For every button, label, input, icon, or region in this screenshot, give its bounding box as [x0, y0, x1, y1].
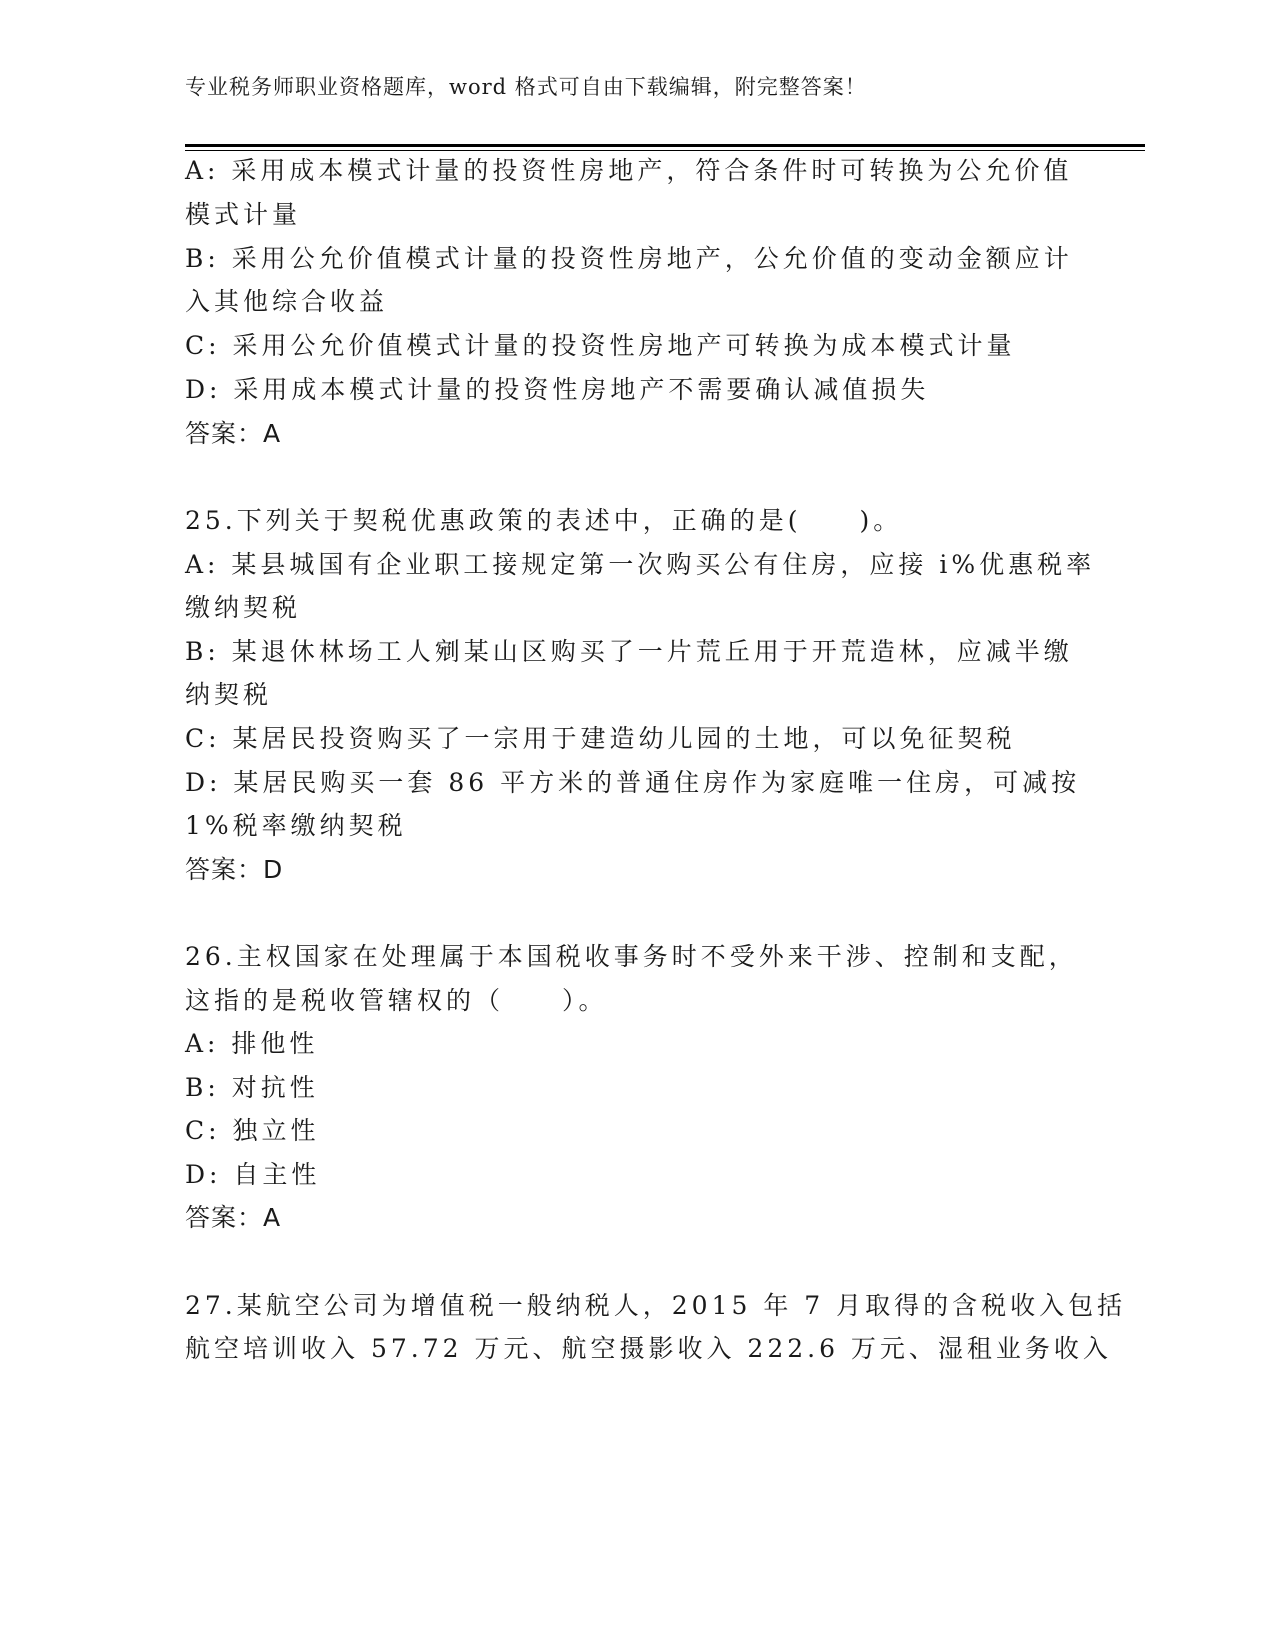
- q25-option-d-line2: 1%税率缴纳契税: [185, 811, 407, 840]
- q26-option-d: D: 自主性: [185, 1160, 321, 1189]
- q26-option-c: C: 独立性: [185, 1116, 320, 1145]
- q27-stem-line1: 27.某航空公司为增值税一般纳税人，2015 年 7 月取得的含税收入包括: [185, 1291, 1127, 1320]
- q26-stem-line1: 26.主权国家在处理属于本国税收事务时不受外来干涉、控制和支配，: [185, 942, 1078, 971]
- q27-stem-line2: 航空培训收入 57.72 万元、航空摄影收入 222.6 万元、湿租业务收入: [185, 1334, 1112, 1363]
- q25-stem: 25.下列关于契税优惠政策的表述中，正确的是( )。: [185, 506, 903, 535]
- q25-option-c: C: 某居民投资购买了一宗用于建造幼儿园的土地，可以免征契税: [185, 724, 1016, 753]
- header-rule-thin: [185, 150, 1145, 151]
- header-rule-thick: [185, 144, 1145, 147]
- q25-option-b-line1: B: 某退休林场工人剜某山区购买了一片荒丘用于开荒造林，应减半缴: [185, 637, 1073, 666]
- q25-option-a-line2: 缴纳契税: [185, 593, 302, 622]
- page-header: 专业税务师职业资格题库，word 格式可自由下载编辑，附完整答案！: [185, 75, 867, 99]
- q26-option-b: B: 对抗性: [185, 1073, 319, 1102]
- q24-answer: 答案：A: [185, 419, 282, 448]
- q24-option-c: C: 采用公允价值模式计量的投资性房地产可转换为成本模式计量: [185, 331, 1016, 360]
- q26-stem-line2: 这指的是税收管辖权的（ ）。: [185, 986, 608, 1015]
- q26-answer: 答案：A: [185, 1203, 282, 1232]
- q25-option-b-line2: 纳契税: [185, 680, 273, 709]
- q24-option-b-line1: B: 采用公允价值模式计量的投资性房地产，公允价值的变动金额应计: [185, 244, 1073, 273]
- q24-option-a-line1: A: 采用成本模式计量的投资性房地产，符合条件时可转换为公允价值: [185, 156, 1073, 185]
- q25-option-d-line1: D: 某居民购买一套 86 平方米的普通住房作为家庭唯一住房，可减按: [185, 768, 1081, 797]
- q24-option-d: D: 采用成本模式计量的投资性房地产不需要确认减值损失: [185, 375, 930, 404]
- q24-option-a-line2: 模式计量: [185, 200, 302, 229]
- q26-option-a: A: 排他性: [185, 1029, 319, 1058]
- q25-option-a-line1: A: 某县城国有企业职工接规定第一次购买公有住房，应接 i%优惠税率: [185, 550, 1096, 579]
- q25-answer: 答案：D: [185, 855, 284, 884]
- q24-option-b-line2: 入其他综合收益: [185, 287, 389, 316]
